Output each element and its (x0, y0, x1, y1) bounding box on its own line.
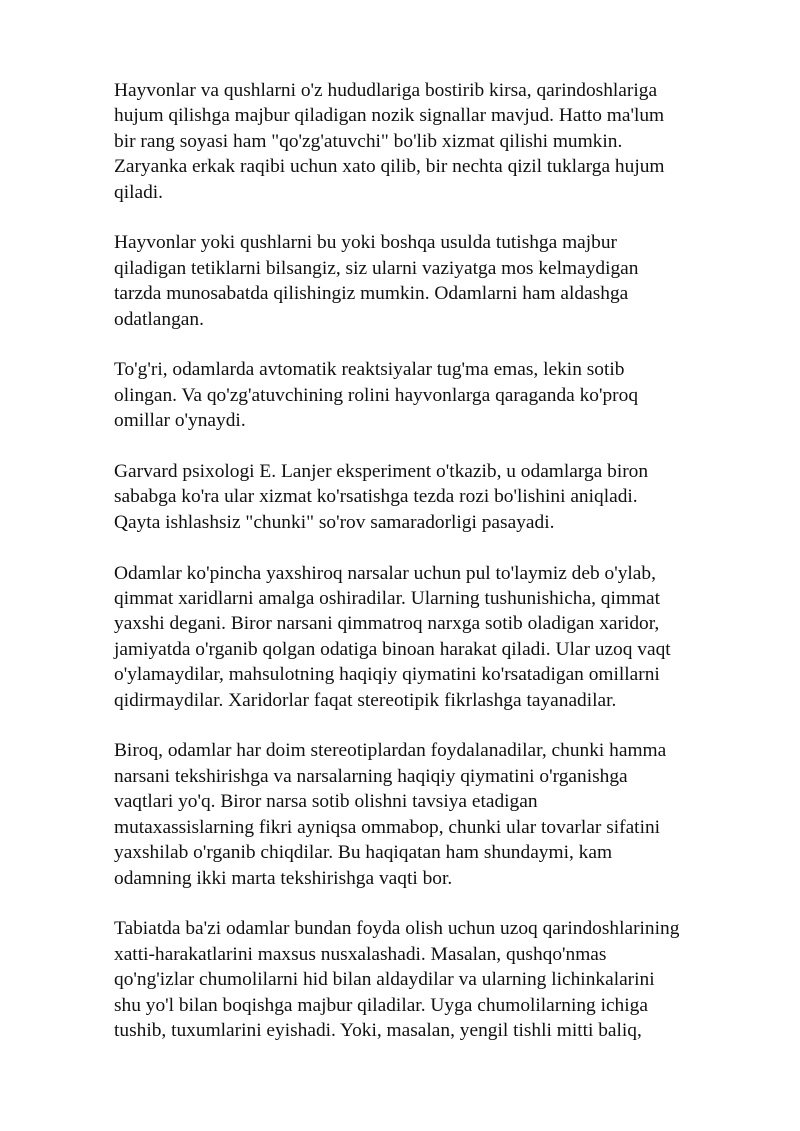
text-line: o'ylamaydilar, mahsulotning haqiqiy qiymatini ko'rsatadigan omillarni (114, 664, 660, 686)
text-line: vaqtlari yo'q. Biror narsa sotib olishni tavsiya etadigan (114, 791, 538, 813)
text-line: odamning ikki marta tekshirishga vaqti bor. (114, 867, 453, 889)
text-line: odatlangan. (114, 308, 204, 330)
text-line: Tabiatda ba'zi odamlar bundan foyda olish uchun uzoq qarindoshlarining (114, 918, 680, 940)
text-line: Hayvonlar yoki qushlarni bu yoki boshqa usulda tutishga majbur (114, 232, 618, 254)
text-line: olingan. Va qo'zg'atuvchining rolini hayvonlarga qaraganda ko'proq (114, 384, 639, 406)
text-line: Biroq, odamlar har doim stereotiplardan foydalanadilar, chunki hamma (114, 740, 667, 762)
text-line: yaxshi degani. Biror narsani qimmatroq narxga sotib oladigan xaridor, (114, 613, 660, 635)
text-line: jamiyatda o'rganib qolgan odatiga binoan harakat qiladi. Ular uzoq vaqt (114, 638, 671, 660)
text-line: bir rang soyasi ham "qo'zg'atuvchi" bo'lib xizmat qilishi mumkin. (114, 130, 623, 152)
text-line: Odamlar ko'pincha yaxshiroq narsalar uchun pul to'laymiz deb o'ylab, (114, 562, 656, 584)
text-line: omillar o'ynaydi. (114, 410, 246, 432)
text-line: yaxshilab o'rganib chiqdilar. Bu haqiqatan ham shundaymi, kam (114, 842, 613, 864)
text-line: sababga ko'ra ular xizmat ko'rsatishga tezda rozi bo'lishini aniqladi. (114, 486, 638, 508)
text-line: qo'ng'izlar chumolilarni hid bilan aldaydilar va ularning lichinkalarini (114, 969, 655, 991)
document-page (114, 78, 754, 1043)
text-line: qimmat xaridlarni amalga oshiradilar. Ularning tushunishicha, qimmat (114, 588, 661, 610)
paragraph (114, 357, 754, 433)
text-line: qidirmaydilar. Xaridorlar faqat stereotipik fikrlashga tayanadilar. (114, 689, 617, 711)
paragraph (114, 78, 754, 205)
text-line: Hayvonlar va qushlarni o'z hududlariga bostirib kirsa, qarindoshlariga (114, 80, 658, 101)
text-line: tushib, tuxumlarini eyishadi. Yoki, masalan, yengil tishli mitti baliq, (114, 1019, 642, 1041)
text-line: qiladi. (114, 181, 164, 203)
paragraph (114, 738, 754, 890)
paragraph (114, 561, 754, 713)
text-line: Qayta ishlashsiz "chunki" so'rov samaradorligi pasayadi. (114, 511, 555, 533)
text-line: narsani tekshirishga va narsalarning haqiqiy qiymatini o'rganishga (114, 765, 628, 787)
text-line: Zaryanka erkak raqibi uchun xato qilib, bir nechta qizil tuklarga hujum (114, 156, 665, 178)
text-line: qiladigan tetiklarni bilsangiz, siz ularni vaziyatga mos kelmaydigan (114, 257, 639, 279)
paragraph (114, 916, 754, 1043)
paragraph (114, 459, 754, 535)
text-line: To'g'ri, odamlarda avtomatik reaktsiyalar tug'ma emas, lekin sotib (114, 359, 625, 381)
text-line: mutaxassislarning fikri ayniqsa ommabop, chunki ular tovarlar sifatini (114, 816, 661, 838)
text-line: hujum qilishga majbur qiladigan nozik signallar mavjud. Hatto ma'lum (114, 105, 665, 127)
paragraph (114, 230, 754, 332)
text-line: shu yo'l bilan boqishga majbur qiladilar. Uyga chumolilarning ichiga (114, 994, 648, 1016)
text-line: tarzda munosabatda qilishingiz mumkin. Odamlarni ham aldashga (114, 283, 629, 305)
text-line: Garvard psixologi E. Lanjer eksperiment o'tkazib, u odamlarga biron (114, 461, 649, 483)
text-line: xatti-harakatlarini maxsus nusxalashadi. Masalan, qushqo'nmas (114, 943, 607, 965)
